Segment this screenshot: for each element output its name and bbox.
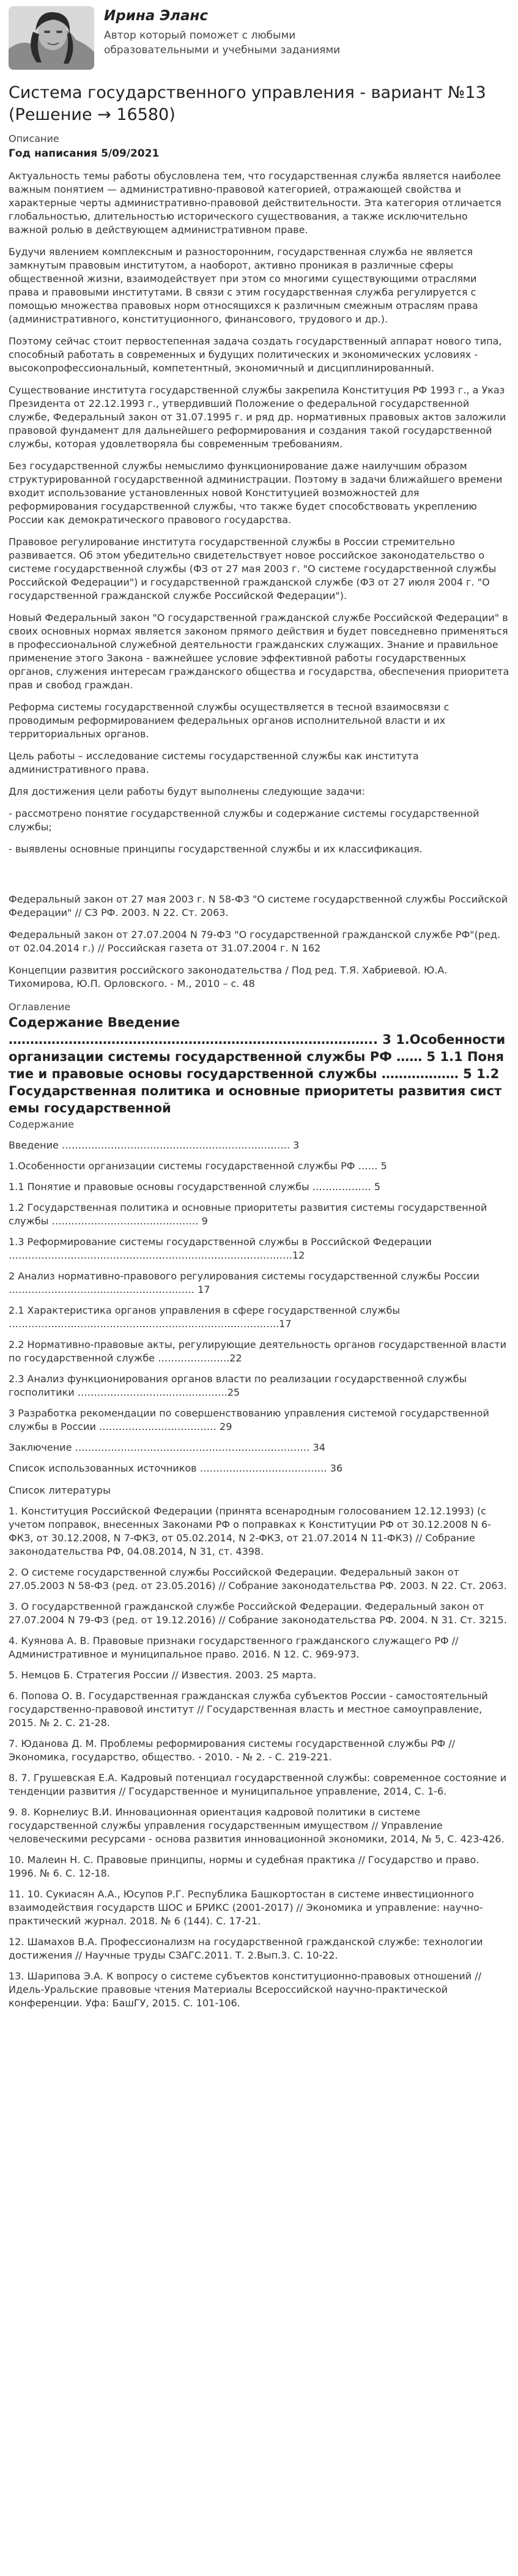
description-label: Описание xyxy=(9,133,59,144)
reference-item: 3. О государственной гражданской службе Российской Федерации. Федеральный закон от 27.07.2004 N 79-ФЗ (ред. от 19.12.2016) // Собрание законодательства РФ. 2004. N 31. Ст. 3215. xyxy=(9,1601,507,1626)
body-paragraph: Актуальность темы работы обусловлена тем, что государственная служба является наиболее важным понятием — административно-правовой категорией, отражающей свойства и характерные черты административно-правовой действительности. Эта категория отличается глобальностью, длительностью исторического существования, а также исключительно важной ролью в действующем административном праве. xyxy=(9,170,501,236)
contents-heading: Содержание Введение xyxy=(9,1015,180,1030)
body-paragraph: Для достижения цели работы будут выполнены следующие задачи: xyxy=(9,786,365,798)
toc-item: 1.1 Понятие и правовые основы государственной службы ……………… 5 xyxy=(9,1181,381,1193)
author-name[interactable]: Ирина Эланс xyxy=(104,8,209,24)
author-header xyxy=(9,6,509,78)
toc-item: 2.3 Анализ функционирования органов власти по реализации государственной службы госполитики ……………………………………….25 xyxy=(9,1373,467,1399)
toc-item: 1.2 Государственная политика и основные приоритеты развития системы государственной службы ……………………………………… 9 xyxy=(9,1202,487,1227)
reference-item: 2. О системе государственной службы Российской Федерации. Федеральный закон от 27.05.2003 N 58-ФЗ (ред. от 23.05.2016) // Собрание законодательства РФ. 2003. N 22. Ст. 2063. xyxy=(9,1566,507,1592)
contents-summary: ………………………………………………………………………….. 3 1.Особенности организации системы государственной службы РФ …… 5 1.1 Понятие и правовые основы государственной службы ……………… 5 1.2 Государственная политика и основные приоритеты развития системы государственной xyxy=(9,1032,506,1116)
toc-item: 2 Анализ нормативно-правового регулирования системы государственной службы России ………………………………………………… 17 xyxy=(9,1270,479,1296)
body-paragraph: Новый Федеральный закон "О государственной гражданской службе Российской Федерации" в своих основных нормах является законом прямого действия и будет повседневно применяться в профессиональной служебной деятельности гражданских служащих. Знание и правильное применение этого Закона - важнейшее условие эффективной работы государственных органов, служения интересам гражданского общества и государства, обеспечения приоритета прав и свобод граждан. xyxy=(9,612,509,691)
body-paragraph: Реформа системы государственной службы осуществляется в тесной взаимосвязи с проводимым реформированием федеральных органов исполнительной власти и их территориальных органов. xyxy=(9,701,450,740)
toc-label: Содержание xyxy=(9,1119,74,1131)
reference-item: 1. Конституция Российской Федерации (принята всенародным голосованием 12.12.1993) (с учетом поправок, внесенных Законами РФ о поправках к Конституции РФ от 30.12.2008 N 6-ФКЗ, от 30.12.2008, N 7-ФКЗ, от 05.02.2014, N 2-ФКЗ, от 21.07.2014 N 11-ФКЗ) // Собрание законодательства РФ, 04.08.2014, N 31, ст. 4398. xyxy=(9,1505,491,1558)
body-paragraph: Без государственной службы немыслимо функционирование даже наилучшим образом структурированной государственной администрации. Поэтому в задачи ближайшего времени входит использование установленных новой Конституцией возможностей для реформирования государственной службы, что также будет способствовать укреплению России как демократического правового государства. xyxy=(9,460,503,526)
references-title: Список литературы xyxy=(9,1484,111,1497)
law-reference: Концепции развития российского законодательства / Под ред. Т.Я. Хабриевой. Ю.А. Тихомирова, Ю.П. Орловского. - М., 2010 – с. 48 xyxy=(9,964,448,990)
avatar[interactable] xyxy=(9,6,94,70)
toc-item: Заключение ……………………………………………………………… 34 xyxy=(9,1442,325,1454)
spacer xyxy=(9,856,509,884)
reference-item: 5. Немцов Б. Стратегия России // Известия. 2003. 25 марта. xyxy=(9,1669,317,1681)
reference-item: 13. Шарипова Э.А. К вопросу о системе субъектов конституционно-правовых отношений // Идель-Уральские правовые чтения Материалы Всероссийской научно-практической конференции. Уфа: БашГУ, 2015. С. 101-106. xyxy=(9,1970,481,2009)
reference-item: 10. Малеин Н. С. Правовые принципы, нормы и судебная практика // Государство и право. 1996. № 6. С. 12-18. xyxy=(9,1854,479,1880)
reference-item: 12. Шамахов В.А. Профессионализм на государственной гражданской службе: технологии достижения // Научные труды СЗАГС.2011. Т. 2.Вып.3. С. 10-22. xyxy=(9,1936,483,1962)
author-description: Автор который поможет с любыми образовательными и учебными заданиями xyxy=(104,29,341,56)
body-paragraph: Существование института государственной службы закрепила Конституция РФ 1993 г., а Указ Президента от 22.12.1993 г., утвердивший Положение о федеральной государственной службе, Федеральный закон от 31.07.1995 г. и ряд др. нормативных правовых актов заложили правовой фундамент для дальнейшего реформирования и создания такой государственной службы, которая удовлетворяла бы современным требованиям. xyxy=(9,384,506,450)
reference-item: 9. 8. Корнелиус В.И. Инновационная ориентация кадровой политики в системе государственной службы управления государственным имуществом // Управление человеческими ресурсами - основа развития инновационной экономики, 2014, № 5, С. 423-426. xyxy=(9,1806,505,1845)
reference-item: 6. Попова О. В. Государственная гражданская служба субъектов России - самостоятельный государственно-правовой институт // Государственная власть и местное самоуправление, 2015. № 2. С. 21-28. xyxy=(9,1690,488,1729)
body-paragraph: Цель работы – исследование системы государственной службы как института административного права. xyxy=(9,750,419,776)
avatar-photo xyxy=(9,6,94,70)
author-info xyxy=(104,6,391,58)
toc-item: Список использованных источников ………………………………… 36 xyxy=(9,1462,343,1475)
toc-item: 1.Особенности организации системы государственной службы РФ …… 5 xyxy=(9,1160,387,1172)
reference-item: 4. Куянова А. В. Правовые признаки государственного гражданского служащего РФ // Административное и муниципальное право. 2016. N 12. С. 969-973. xyxy=(9,1635,459,1661)
page-title: Система государственного управления - вариант №13 (Решение → 16580) xyxy=(9,83,486,124)
body-paragraph: Будучи явлением комплексным и разносторонним, государственная служба не является замкнутым правовым институтом, а наоборот, активно проникая в различные сферы общественной жизни, взаимодействует при этом со многими существующими отраслями права и правовыми институтами. В связи с этим государственная служба регулируется с помощью множества правовых норм относящихся к различным смежным отраслям права (административного, конституционного, финансового, трудового и др.). xyxy=(9,246,478,326)
reference-item: 8. 7. Грушевская Е.А. Кадровый потенциал государственной службы: современное состояние и тенденции развития // Государственное и муниципальное управление, 2014, С. 1-6. xyxy=(9,1772,507,1798)
year-label: Год написания 5/09/2021 xyxy=(9,147,160,160)
law-reference: Федеральный закон от 27 мая 2003 г. N 58-ФЗ "О системе государственной службы Российской Федерации" // СЗ РФ. 2003. N 22. Ст. 2063. xyxy=(9,893,508,919)
reference-item: 11. 10. Сукиасян А.А., Юсупов Р.Г. Республика Башкортостан в системе инвестиционного взаимодействия государств ШОС и БРИКС (2001-2017) // Экономика и управление: научно-практический журнал. 2018. № 6 (144). С. 17-21. xyxy=(9,1888,483,1927)
toc-item: 2.1 Характеристика органов управления в сфере государственной службы ………………………………………………………………………..17 xyxy=(9,1305,400,1330)
law-reference: Федеральный закон от 27.07.2004 N 79-ФЗ "О государственной гражданской службе РФ"(ред. от 02.04.2014 г.) // Российская газета от 31.07.2004 г. N 162 xyxy=(9,929,501,955)
toc-item: Введение ……………………………………………………………. 3 xyxy=(9,1139,300,1152)
toc-item: 3 Разработка рекомендации по совершенствованию управления системой государственной службы в России ……………………………… 29 xyxy=(9,1407,489,1433)
body-paragraph: - рассмотрено понятие государственной службы и содержание системы государственной службы; xyxy=(9,808,479,833)
toc-item: 1.3 Реформирование системы государственной службы в Российской Федерации ……………………………………………………………………………12 xyxy=(9,1236,432,1262)
body-paragraph: Поэтому сейчас стоит первостепенная задача создать государственный аппарат нового типа, способный работать в современных и будущих политических и экономических условиях - высокопрофессиональный, компетентный, экономичный и дисциплинированный. xyxy=(9,335,502,374)
oglavlenie-label: Оглавление xyxy=(9,1001,71,1013)
toc-item: 2.2 Нормативно-правовые акты, регулирующие деятельность органов государственной власти по государственной службе ………………….22 xyxy=(9,1339,506,1364)
reference-item: 7. Юданова Д. М. Проблемы реформирования системы государственной службы РФ // Экономика, государство, общество. - 2010. - № 2. - С. 219-221. xyxy=(9,1738,456,1763)
body-paragraph: - выявлены основные принципы государственной службы и их классификация. xyxy=(9,843,423,855)
body-paragraph: Правовое регулирование института государственной службы в России стремительно развивается. Об этом убедительно свидетельствует новое российское законодательство о системе государственной службы (ФЗ от 27 мая 2003 г. "О системе государственной службы Российской Федерации") и государственной гражданской службе (ФЗ от 27 июля 2004 г. "О государственной гражданской службе Российской Федерации"). xyxy=(9,536,497,602)
